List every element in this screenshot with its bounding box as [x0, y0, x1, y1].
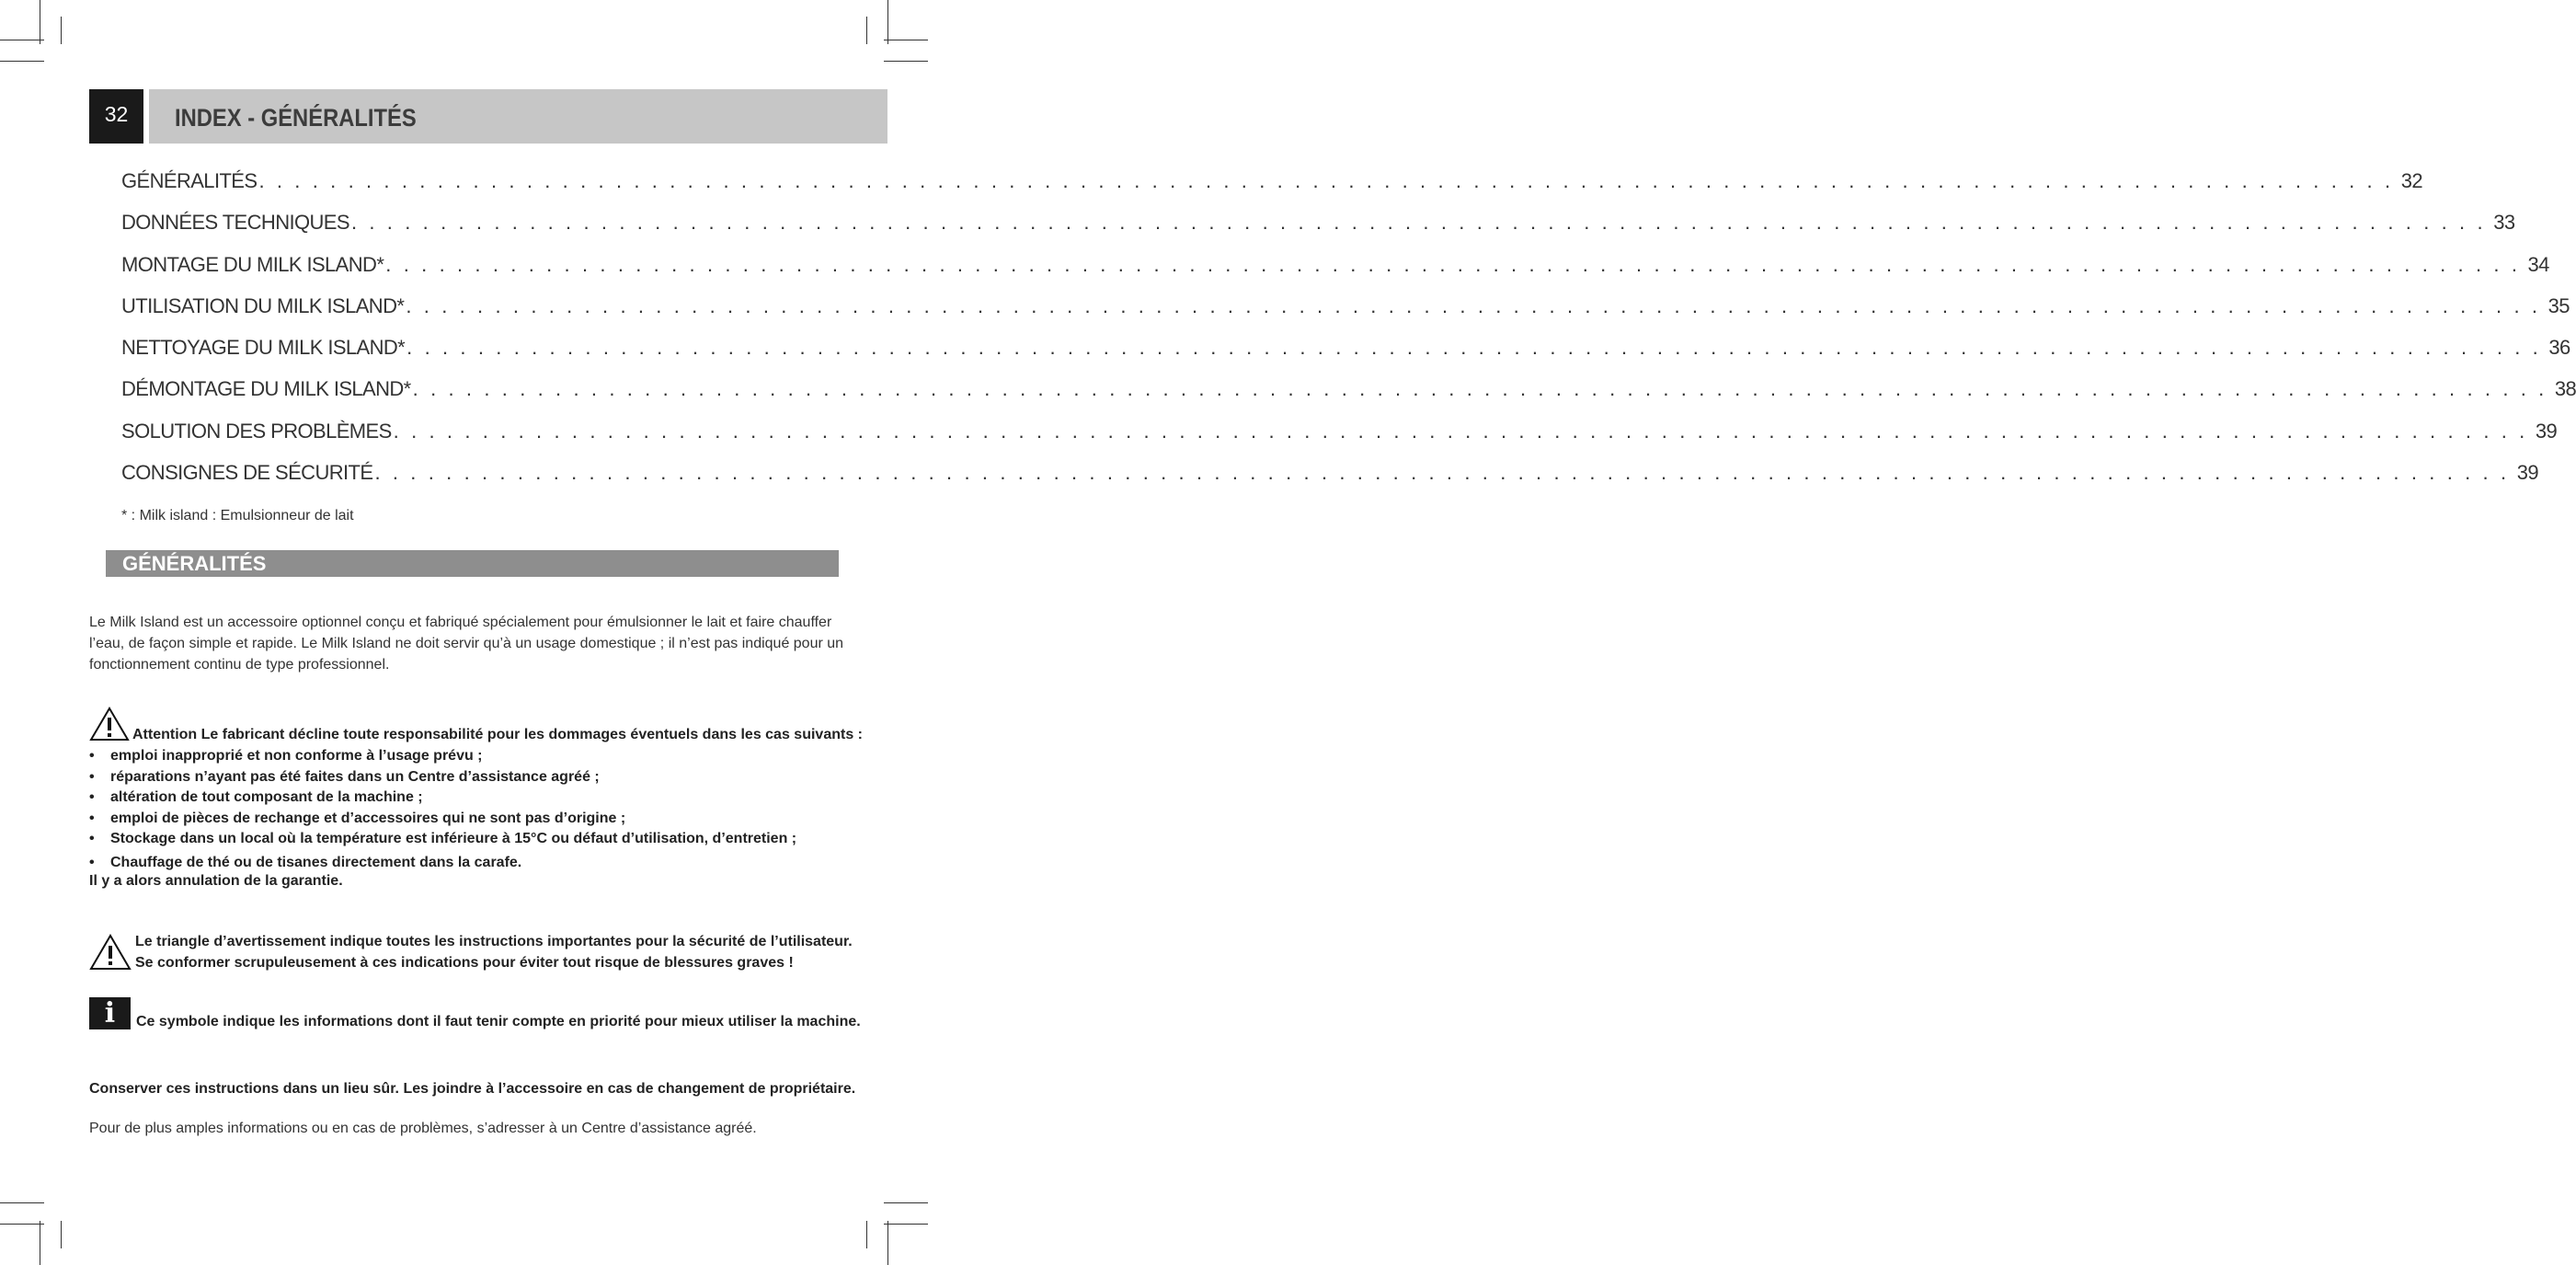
info-explanation: Ce symbole indique les informations dont il faut tenir compte en priorité pour mieux utiliser la machine.	[136, 1014, 861, 1029]
list-item: • altération de tout composant de la machine ;	[89, 788, 796, 809]
list-item: • emploi de pièces de rechange et d’accessoires qui ne sont pas d’origine ;	[89, 809, 796, 830]
toc-entry	[121, 461, 2538, 502]
toc-entry-label: DONNÉES TECHNIQUES	[121, 211, 349, 235]
toc-entry-page: 39	[2516, 461, 2538, 485]
warning-heading: Attention Le fabricant décline toute responsabilité pour les dommages éventuels dans les cas suivants :	[132, 727, 863, 742]
section-title: GÉNÉRALITÉS	[122, 552, 267, 575]
warning-list	[89, 746, 796, 873]
crop-mark	[866, 1221, 867, 1248]
title-bar	[149, 89, 887, 144]
toc-leader-dots: . . . . . . . . . . . . . . . . . . . . . . . . . . . . . . . . . . . . . . . . . . . . . . . . . . . . . . . . . . . . . . . . . . . . . . . . . . . . . . . . . . . . . . . . . . . . . . . . . . . . . . . . . . . . . . . . . . . . . . . .	[258, 169, 2394, 192]
toc-entry-page: 39	[2535, 419, 2558, 443]
crop-mark	[887, 1221, 888, 1265]
toc-leader-dots: . . . . . . . . . . . . . . . . . . . . . . . . . . . . . . . . . . . . . . . . . . . . . . . . . . . . . . . . . . . . . . . . . . . . . . . . . . . . . . . . . . . . . . . . . . . . . . . . . . . . . . . . . . . . . . . . . . . . . . . .	[374, 461, 2510, 485]
toc-entry-label: CONSIGNES DE SÉCURITÉ	[121, 461, 373, 485]
toc-leader-dots: . . . . . . . . . . . . . . . . . . . . . . . . . . . . . . . . . . . . . . . . . . . . . . . . . . . . . . . . . . . . . . . . . . . . . . . . . . . . . . . . . . . . . . . . . . . . . . . . . . . . . . . . . . . . . . . . . . . . . . . .	[350, 211, 2487, 235]
toc-entry-page: 38	[2554, 377, 2576, 401]
toc-leader-dots: . . . . . . . . . . . . . . . . . . . . . . . . . . . . . . . . . . . . . . . . . . . . . . . . . . . . . . . . . . . . . . . . . . . . . . . . . . . . . . . . . . . . . . . . . . . . . . . . . . . . . . . . . . . . . . . . . . . . . . . .	[393, 419, 2528, 443]
crop-mark	[884, 1224, 928, 1225]
toc-footnote: * : Milk island : Emulsionneur de lait	[121, 508, 354, 523]
toc-entry	[121, 293, 2570, 336]
list-item: • Stockage dans un local où la température est inférieure à 15°C ou défaut d’utilisation, d’entretien ;	[89, 829, 796, 850]
crop-mark	[0, 1224, 44, 1225]
list-item: • emploi inapproprié et non conforme à l’usage prévu ;	[89, 746, 796, 767]
toc-entry-label: SOLUTION DES PROBLÈMES	[121, 419, 392, 443]
triangle-explanation-line: Le triangle d’avertissement indique toutes les instructions importantes pour la sécurité de l’utilisateur.	[135, 934, 853, 949]
crop-mark	[887, 0, 888, 44]
toc-entry	[121, 211, 2515, 252]
more-info-note: Pour de plus amples informations ou en cas de problèmes, s’adresser à un Centre d’assistance agréé.	[89, 1121, 757, 1136]
crop-mark	[884, 61, 928, 62]
crop-mark	[61, 1221, 62, 1248]
toc-entry	[121, 419, 2558, 461]
list-item: • Chauffage de thé ou de tisanes directement dans la carafe.	[89, 853, 796, 874]
toc-entry-page: 32	[2400, 169, 2422, 192]
crop-mark	[0, 61, 44, 62]
toc-entry-label: DÉMONTAGE DU MILK ISLAND*	[121, 377, 411, 401]
warning-block	[89, 707, 880, 746]
warning-triangle-icon	[89, 934, 132, 971]
toc-entry-page: 34	[2527, 252, 2549, 276]
toc-leader-dots: . . . . . . . . . . . . . . . . . . . . . . . . . . . . . . . . . . . . . . . . . . . . . . . . . . . . . . . . . . . . . . . . . . . . . . . . . . . . . . . . . . . . . . . . . . . . . . . . . . . . . . . . . . . . . . . . . . . . . . . .	[406, 293, 2541, 317]
triangle-explanation-line: Se conformer scrupuleusement à ces indications pour éviter tout risque de blessures graves !	[135, 955, 794, 971]
toc-entry-label: GÉNÉRALITÉS	[121, 169, 258, 192]
triangle-explanation	[135, 931, 853, 973]
list-item: • réparations n’ayant pas été faites dans un Centre d’assistance agréé ;	[89, 767, 796, 788]
toc-leader-dots: . . . . . . . . . . . . . . . . . . . . . . . . . . . . . . . . . . . . . . . . . . . . . . . . . . . . . . . . . . . . . . . . . . . . . . . . . . . . . . . . . . . . . . . . . . . . . . . . . . . . . . . . . . . . . . . . . . . . . . . .	[385, 252, 2521, 276]
section-header	[106, 550, 839, 577]
toc-entry-label: UTILISATION DU MILK ISLAND*	[121, 293, 405, 317]
crop-mark	[884, 1202, 928, 1203]
toc-entry-page: 33	[2493, 211, 2515, 235]
crop-mark	[61, 17, 62, 44]
toc-leader-dots: . . . . . . . . . . . . . . . . . . . . . . . . . . . . . . . . . . . . . . . . . . . . . . . . . . . . . . . . . . . . . . . . . . . . . . . . . . . . . . . . . . . . . . . . . . . . . . . . . . . . . . . . . . . . . . . . . . . . . . . .	[412, 377, 2547, 401]
toc-entry	[121, 169, 2422, 211]
toc-entry	[121, 377, 2576, 419]
table-of-contents	[121, 169, 2576, 502]
toc-entry-label: NETTOYAGE DU MILK ISLAND*	[121, 336, 406, 360]
toc-entry	[121, 252, 2549, 294]
toc-entry-page: 35	[2547, 293, 2570, 317]
page-title: INDEX - GÉNÉRALITÉS	[175, 104, 417, 132]
toc-entry-label: MONTAGE DU MILK ISLAND*	[121, 252, 384, 276]
crop-mark	[866, 17, 867, 44]
intro-paragraph: Le Milk Island est un accessoire optionnel conçu et fabriqué spécialement pour émulsionner le lait et faire chauffer l’eau, de façon simple et rapide. Le Milk Island ne doit servir qu’à un usage domestique ; il n’est pas indiqué pour un fonctionnement continu de type professionnel.	[89, 615, 844, 673]
guarantee-note: Il y a alors annulation de la garantie.	[89, 873, 343, 889]
toc-entry-page: 36	[2548, 336, 2570, 360]
page-number: 32	[89, 89, 143, 144]
info-icon: i	[89, 997, 131, 1029]
toc-entry	[121, 336, 2570, 377]
toc-leader-dots: . . . . . . . . . . . . . . . . . . . . . . . . . . . . . . . . . . . . . . . . . . . . . . . . . . . . . . . . . . . . . . . . . . . . . . . . . . . . . . . . . . . . . . . . . . . . . . . . . . . . . . . . . . . . . . . . . . . . . . . .	[406, 336, 2542, 360]
warning-triangle-icon	[89, 707, 130, 742]
crop-mark	[0, 1202, 44, 1203]
keep-instructions-note: Conserver ces instructions dans un lieu sûr. Les joindre à l’accessoire en cas de changement de propriétaire.	[89, 1081, 856, 1097]
